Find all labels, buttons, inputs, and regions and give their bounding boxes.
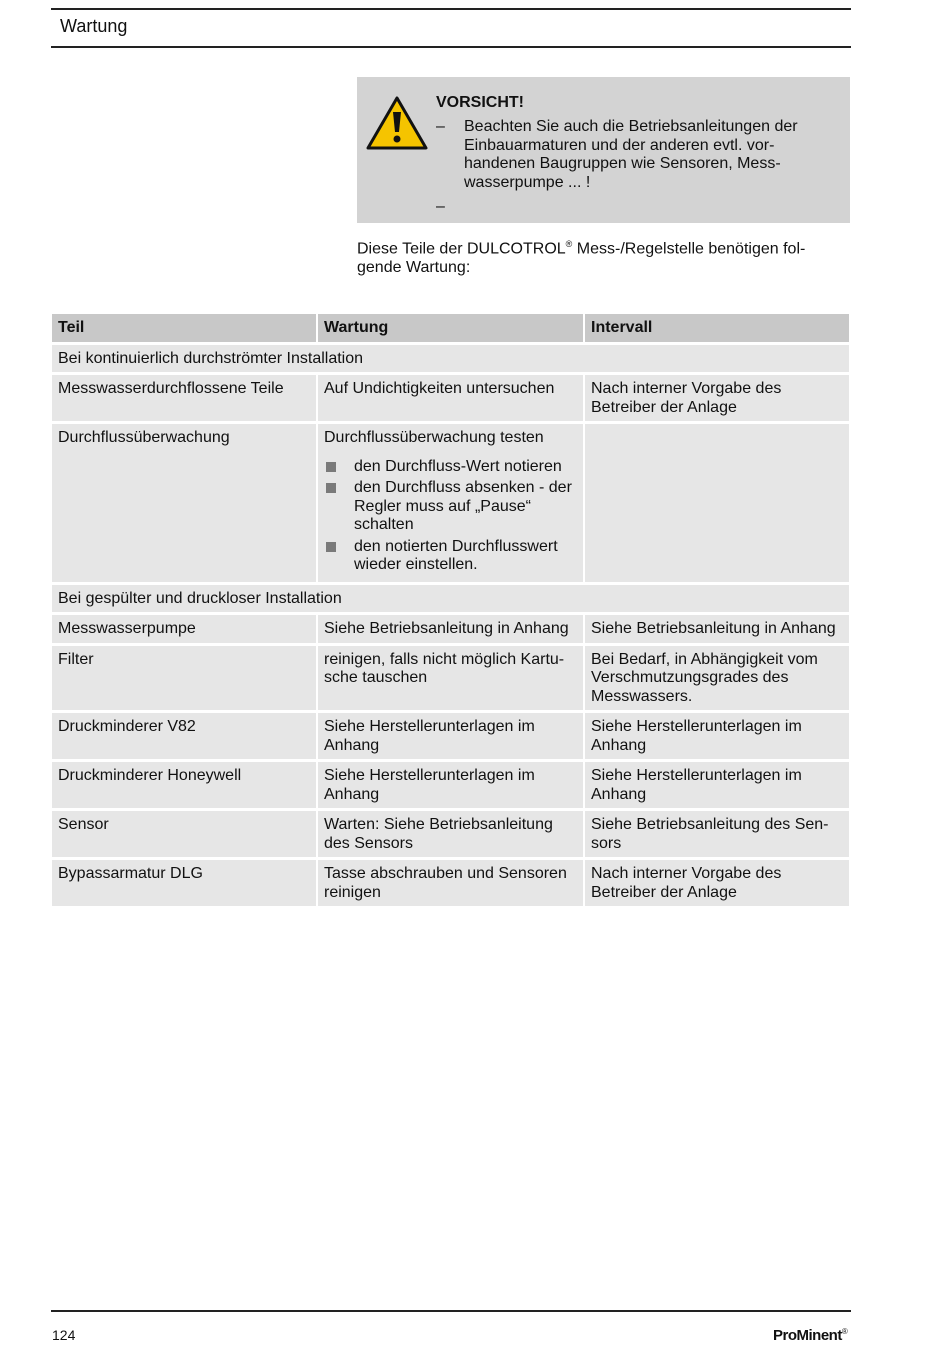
list-item (324, 458, 577, 477)
brand-logo (773, 1327, 847, 1344)
cell-wartung: Tasse abschrauben und Sensoren reinigen (317, 859, 584, 908)
list-item-text: den Durchfluss absenken - der Regler muss auf „Pause“ schalten (354, 479, 572, 533)
table-row (51, 614, 850, 645)
page-title: Wartung (60, 16, 128, 36)
square-bullet-icon (326, 462, 336, 472)
brand-registered-mark: ® (841, 1327, 848, 1336)
column-header: Wartung (317, 313, 584, 344)
intro-paragraph (357, 235, 847, 277)
caution-item (436, 198, 836, 217)
cell-teil: Bypassarmatur DLG (51, 859, 317, 908)
header-rule-bottom (51, 46, 851, 48)
cell-wartung: Siehe Herstellerunterlagen im Anhang (317, 761, 584, 810)
footer-rule (51, 1310, 851, 1312)
list-item (324, 538, 577, 575)
section-row (51, 344, 850, 375)
header-rule-top (51, 8, 851, 10)
warning-triangle-icon (365, 95, 429, 151)
cell-wartung: Siehe Betriebsanleitung in Anhang (317, 614, 584, 645)
section-label: Bei kontinuierlich durchströmter Installation (51, 344, 850, 375)
table-row (51, 810, 850, 859)
cell-intervall: Bei Bedarf, in Abhängigkeit vom Verschmutzungsgrades des Messwassers. (584, 645, 850, 713)
cell-intervall: Nach interner Vorgabe des Betreiber der Anlage (584, 859, 850, 908)
list-item-text: den Durchfluss-Wert notieren (354, 457, 562, 475)
cell-teil: Sensor (51, 810, 317, 859)
dash-marker: – (436, 198, 445, 215)
caution-text: Beachten Sie auch die Betriebsanleitungen der Einbauarmaturen und der anderen evtl. vor- handenen Baugruppen wie Sensoren, Mess- wasserpumpe ... ! (464, 118, 798, 191)
cell-teil: Druckminderer Honeywell (51, 761, 317, 810)
cell-wartung: Warten: Siehe Betriebsanleitung des Sensors (317, 810, 584, 859)
caution-list (436, 118, 836, 217)
dash-marker: – (436, 118, 445, 135)
cell-intervall: Siehe Betriebsanleitung in Anhang (584, 614, 850, 645)
bullet-list (324, 458, 577, 575)
square-bullet-icon (326, 483, 336, 493)
square-bullet-icon (326, 542, 336, 552)
table-row (51, 761, 850, 810)
maintenance-table (51, 313, 850, 908)
intro-text: Mess-/Regelstelle benötigen fol- gende Wartung: (357, 240, 806, 277)
table-row (51, 645, 850, 713)
table-row (51, 859, 850, 908)
cell-wartung (317, 423, 584, 584)
brand-name: ProMinent (773, 1327, 842, 1344)
registered-mark: ® (565, 239, 573, 249)
column-header: Teil (51, 313, 317, 344)
cell-intervall: Siehe Herstellerunterlagen im Anhang (584, 761, 850, 810)
cell-teil: Messwasserdurchflossene Teile (51, 374, 317, 423)
section-label: Bei gespülter und druckloser Installation (51, 584, 850, 615)
cell-wartung: Siehe Herstellerunterlagen im Anhang (317, 712, 584, 761)
cell-wartung: Auf Undichtigkeiten untersuchen (317, 374, 584, 423)
section-row (51, 584, 850, 615)
cell-teil: Filter (51, 645, 317, 713)
cell-intervall: Nach interner Vorgabe des Betreiber der Anlage (584, 374, 850, 423)
page-number: 124 (52, 1327, 76, 1343)
caution-box (357, 77, 850, 223)
cell-intervall (584, 423, 850, 584)
cell-teil: Messwasserpumpe (51, 614, 317, 645)
cell-wartung: reinigen, falls nicht möglich Kartu- sche tauschen (317, 645, 584, 713)
table-row (51, 423, 850, 584)
intro-text: Diese Teile der DULCOTROL (357, 240, 566, 258)
cell-teil: Durchflussüberwachung (51, 423, 317, 584)
table-row (51, 712, 850, 761)
list-item (324, 479, 577, 535)
cell-intervall: Siehe Betriebsanleitung des Sen- sors (584, 810, 850, 859)
table-header-row (51, 313, 850, 344)
wartung-text: Durchflussüberwachung testen (324, 429, 544, 446)
caution-title: VORSICHT! (436, 94, 524, 111)
cell-intervall: Siehe Herstellerunterlagen im Anhang (584, 712, 850, 761)
caution-text (464, 198, 836, 217)
column-header: Intervall (584, 313, 850, 344)
caution-item (436, 118, 836, 192)
table-row (51, 374, 850, 423)
cell-teil: Druckminderer V82 (51, 712, 317, 761)
list-item-text: den notierten Durchflusswert wieder einstellen. (354, 537, 558, 573)
